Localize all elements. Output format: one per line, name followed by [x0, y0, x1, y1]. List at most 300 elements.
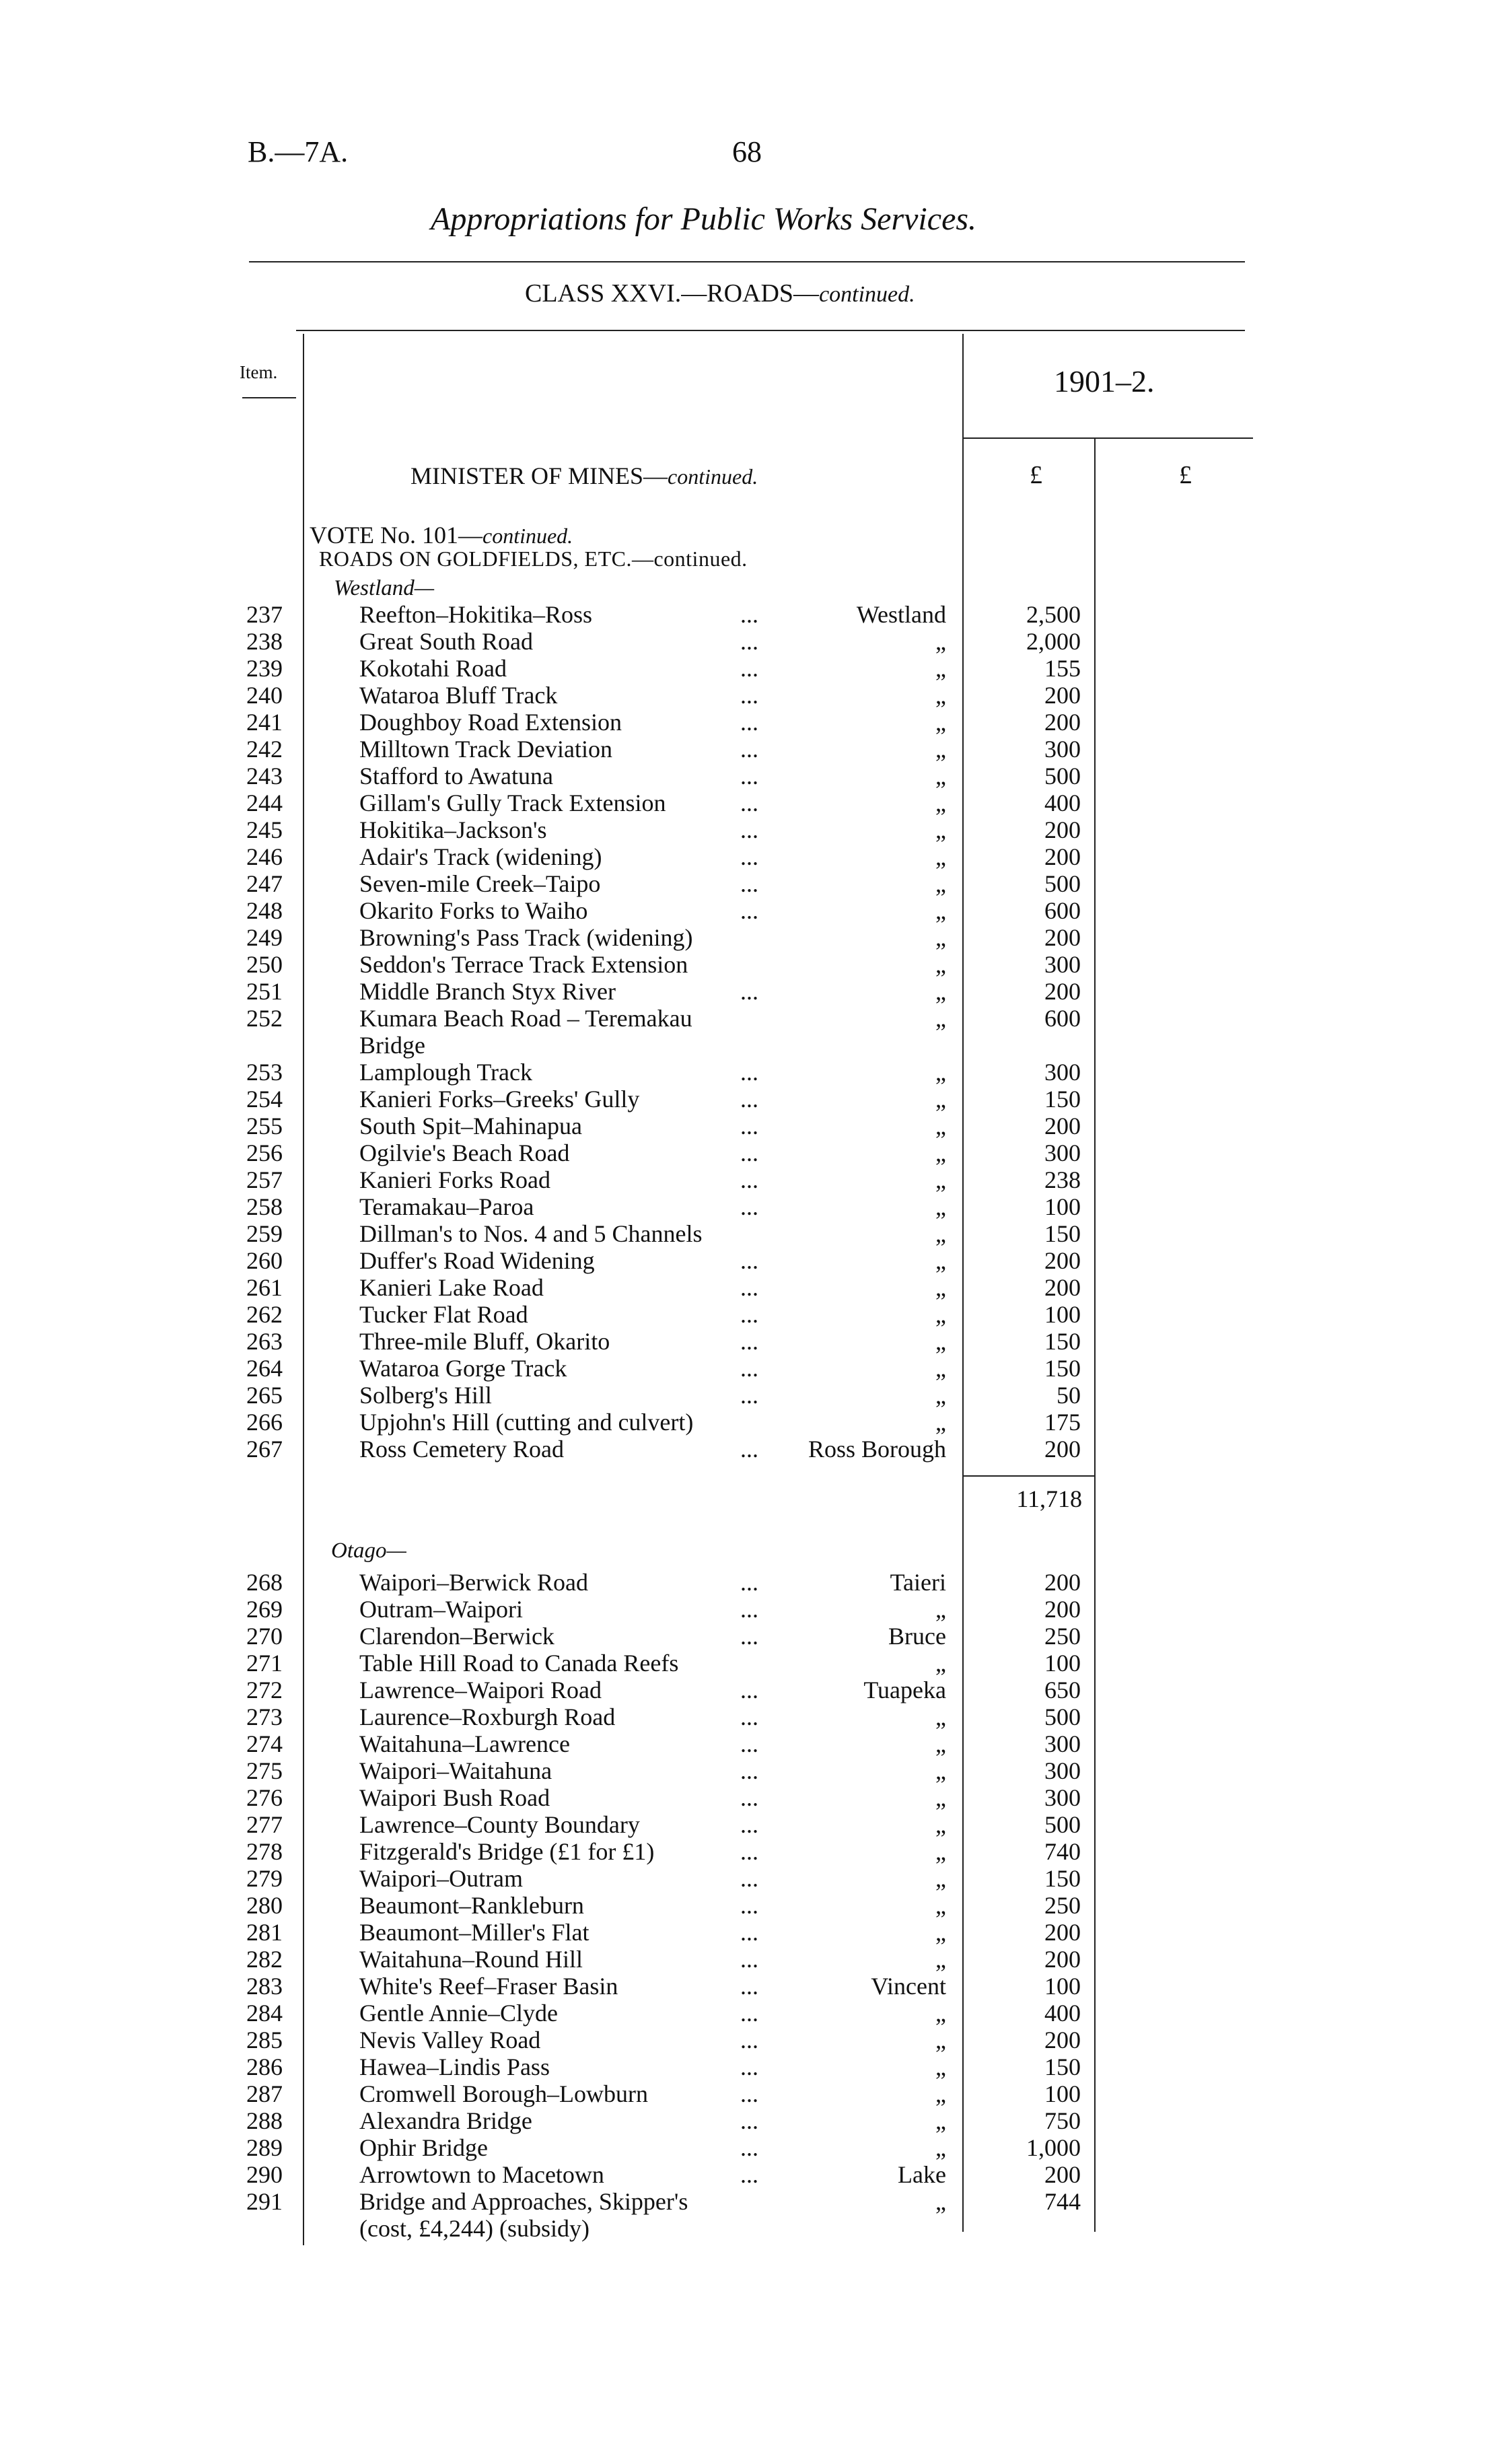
district-name: „	[935, 1355, 946, 1382]
table-row	[0, 1004, 1502, 1031]
amount-value: 200	[1044, 1946, 1081, 1973]
table-row	[0, 1112, 1502, 1139]
road-description: Hawea–Lindis Pass	[359, 2053, 550, 2080]
vote-title-suffix: continued.	[482, 524, 573, 548]
amount-value: 100	[1044, 1650, 1081, 1677]
item-number: 238	[246, 628, 283, 655]
amount-value: 300	[1044, 1784, 1081, 1811]
leader-dots: ...	[740, 1166, 758, 1193]
road-description: Adair's Track (widening)	[359, 843, 602, 870]
item-number: 283	[246, 1973, 283, 2000]
item-number: 265	[246, 1382, 283, 1409]
page-title: Appropriations for Public Works Services.	[431, 201, 977, 237]
amount-value: 100	[1044, 1301, 1081, 1328]
amount-value: 300	[1044, 1139, 1081, 1166]
road-description: Middle Branch Styx River	[359, 978, 616, 1005]
district-name: „	[935, 1247, 946, 1274]
table-row	[0, 1246, 1502, 1273]
district-name: „	[935, 1328, 946, 1355]
item-number: 251	[246, 978, 283, 1005]
table-row	[0, 2160, 1502, 2187]
table-row	[0, 2080, 1502, 2107]
district-name: „	[935, 1919, 946, 1946]
item-number: 248	[246, 897, 283, 924]
district-name: „	[935, 1220, 946, 1247]
item-number: 288	[246, 2107, 283, 2134]
district-name: „	[935, 709, 946, 736]
item-number: 243	[246, 763, 283, 789]
leader-dots: ...	[740, 709, 758, 736]
road-description: Beaumont–Miller's Flat	[359, 1919, 589, 1946]
westland-total: 11,718	[1016, 1485, 1082, 1512]
road-description: Lawrence–Waipori Road	[359, 1677, 602, 1703]
class-title	[525, 279, 915, 308]
district-name: „	[935, 682, 946, 709]
road-description: Bridge	[359, 1032, 425, 1059]
road-description: Nevis Valley Road	[359, 2027, 541, 2053]
leader-dots: ...	[740, 655, 758, 682]
amount-value: 250	[1044, 1623, 1081, 1650]
leader-dots: ...	[740, 816, 758, 843]
district-name: „	[935, 1139, 946, 1166]
amount-value: 400	[1044, 2000, 1081, 2027]
class-title-main: CLASS XXVI.—ROADS—	[525, 279, 820, 308]
district-name: „	[935, 1193, 946, 1220]
amount-value: 300	[1044, 1757, 1081, 1784]
road-description: Beaumont–Rankleburn	[359, 1892, 584, 1919]
table-row	[0, 1139, 1502, 1166]
road-description: Bridge and Approaches, Skipper's	[359, 2188, 688, 2215]
item-number: 272	[246, 1677, 283, 1703]
road-description: Alexandra Bridge	[359, 2107, 532, 2134]
district-name: „	[935, 1382, 946, 1409]
district-name: „	[935, 2027, 946, 2053]
amount-value: 740	[1044, 1838, 1081, 1865]
item-number: 244	[246, 789, 283, 816]
amount-value: 200	[1044, 682, 1081, 709]
table-row	[0, 1058, 1502, 1085]
amount-value: 150	[1044, 1220, 1081, 1247]
district-name: „	[935, 1596, 946, 1623]
amount-value: 750	[1044, 2107, 1081, 2134]
amount-value: 300	[1044, 951, 1081, 978]
table-row	[0, 1327, 1502, 1354]
item-number: 247	[246, 870, 283, 897]
table-row	[0, 1891, 1502, 1918]
leader-dots: ...	[740, 1757, 758, 1784]
road-description: Waipori–Waitahuna	[359, 1757, 552, 1784]
westland-heading: Westland—	[334, 576, 435, 600]
road-description: Gillam's Gully Track Extension	[359, 789, 666, 816]
leader-dots: ...	[740, 870, 758, 897]
leader-dots: ...	[740, 1811, 758, 1838]
pound-header-2: £	[1179, 461, 1192, 489]
item-number: 252	[246, 1005, 283, 1032]
road-description: Gentle Annie–Clyde	[359, 2000, 558, 2027]
leader-dots: ...	[740, 1677, 758, 1703]
table-row	[0, 1381, 1502, 1408]
amount-value: 300	[1044, 736, 1081, 763]
district-name: „	[935, 1086, 946, 1113]
amount-value: 150	[1044, 1086, 1081, 1113]
item-number: 260	[246, 1247, 283, 1274]
table-row	[0, 1354, 1502, 1381]
district-name: Tuapeka	[863, 1677, 946, 1703]
district-name: Bruce	[888, 1623, 946, 1650]
paper-reference: B.—7A.	[248, 135, 349, 168]
amount-value: 200	[1044, 1596, 1081, 1623]
table-row	[0, 1864, 1502, 1891]
leader-dots: ...	[740, 628, 758, 655]
item-number: 276	[246, 1784, 283, 1811]
table-row	[0, 870, 1502, 896]
otago-heading: Otago—	[331, 1539, 406, 1563]
leader-dots: ...	[740, 1596, 758, 1623]
table-row	[0, 896, 1502, 923]
item-header-underline	[242, 397, 296, 398]
road-description: Great South Road	[359, 628, 533, 655]
district-name: Ross Borough	[808, 1436, 946, 1463]
leader-dots: ...	[740, 1784, 758, 1811]
road-description: Solberg's Hill	[359, 1382, 492, 1409]
district-name: „	[935, 843, 946, 870]
road-description: Waipori–Outram	[359, 1865, 524, 1892]
district-name: „	[935, 1811, 946, 1838]
item-number: 284	[246, 2000, 283, 2027]
leader-dots: ...	[740, 1892, 758, 1919]
class-title-suffix: continued.	[819, 282, 915, 307]
minister-title-suffix: continued.	[668, 464, 758, 489]
table-row	[0, 2026, 1502, 2053]
road-description: Duffer's Road Widening	[359, 1247, 595, 1274]
leader-dots: ...	[740, 1919, 758, 1946]
table-row	[0, 1837, 1502, 1864]
road-description: Fitzgerald's Bridge (£1 for £1)	[359, 1838, 655, 1865]
leader-dots: ...	[740, 736, 758, 763]
road-description: Reefton–Hokitika–Ross	[359, 601, 592, 628]
item-number: 278	[246, 1838, 283, 1865]
table-row	[0, 1730, 1502, 1757]
table-row	[0, 1676, 1502, 1703]
road-description: Okarito Forks to Waiho	[359, 897, 588, 924]
item-number: 263	[246, 1328, 283, 1355]
amount-value: 2,000	[1026, 628, 1081, 655]
road-description: Three-mile Bluff, Okarito	[359, 1328, 610, 1355]
year-underline	[964, 437, 1253, 439]
leader-dots: ...	[740, 1730, 758, 1757]
table-row	[0, 2134, 1502, 2160]
leader-dots: ...	[740, 1569, 758, 1596]
table-row	[0, 2107, 1502, 2134]
vote-title-main: VOTE No. 101—	[310, 522, 482, 549]
table-row	[0, 2053, 1502, 2080]
item-number: 280	[246, 1892, 283, 1919]
road-description: Table Hill Road to Canada Reefs	[359, 1650, 679, 1677]
item-number: 237	[246, 601, 283, 628]
road-description: Laurence–Roxburgh Road	[359, 1703, 616, 1730]
leader-dots: ...	[740, 2161, 758, 2188]
amount-value: 200	[1044, 978, 1081, 1005]
table-row	[0, 1810, 1502, 1837]
pound-header-1: £	[1030, 461, 1042, 489]
amount-value: 150	[1044, 2053, 1081, 2080]
district-name: „	[935, 2134, 946, 2161]
district-name: „	[935, 1892, 946, 1919]
amount-value: 175	[1044, 1409, 1081, 1436]
district-name: „	[935, 1784, 946, 1811]
district-name: „	[935, 2188, 946, 2215]
table-row	[0, 735, 1502, 762]
leader-dots: ...	[740, 2107, 758, 2134]
road-description: Lamplough Track	[359, 1059, 532, 1086]
district-name: „	[935, 978, 946, 1005]
item-number: 250	[246, 951, 283, 978]
leader-dots: ...	[740, 2080, 758, 2107]
item-number: 291	[246, 2188, 283, 2215]
item-number: 281	[246, 1919, 283, 1946]
table-row	[0, 1166, 1502, 1193]
leader-dots: ...	[740, 1247, 758, 1274]
road-description: Kanieri Forks–Greeks' Gully	[359, 1086, 640, 1113]
item-number: 268	[246, 1569, 283, 1596]
roads-heading: ROADS ON GOLDFIELDS, ETC.—continued.	[319, 547, 748, 571]
item-number: 254	[246, 1086, 283, 1113]
amount-value: 200	[1044, 1919, 1081, 1946]
item-number: 266	[246, 1409, 283, 1436]
year-column-header: 1901–2.	[1054, 364, 1155, 398]
item-number: 262	[246, 1301, 283, 1328]
amount-value: 200	[1044, 1247, 1081, 1274]
item-number: 264	[246, 1355, 283, 1382]
westland-total-rule	[964, 1475, 1094, 1477]
item-number: 241	[246, 709, 283, 736]
item-number: 253	[246, 1059, 283, 1086]
table-row	[0, 1649, 1502, 1676]
road-description: White's Reef–Fraser Basin	[359, 1973, 618, 2000]
header-rule	[296, 330, 1245, 331]
district-name: „	[935, 1113, 946, 1139]
district-name: „	[935, 763, 946, 789]
vote-title	[310, 521, 573, 549]
amount-value: 2,500	[1026, 601, 1081, 628]
table-row	[0, 977, 1502, 1004]
amount-value: 200	[1044, 2161, 1081, 2188]
district-name: „	[935, 2080, 946, 2107]
item-number: 259	[246, 1220, 283, 1247]
leader-dots: ...	[740, 1946, 758, 1973]
road-description: Hokitika–Jackson's	[359, 816, 547, 843]
leader-dots: ...	[740, 1193, 758, 1220]
road-description: Outram–Waipori	[359, 1596, 524, 1623]
amount-value: 600	[1044, 1005, 1081, 1032]
table-row	[0, 708, 1502, 735]
road-description: Cromwell Borough–Lowburn	[359, 2080, 648, 2107]
table-row	[0, 2187, 1502, 2214]
district-name: „	[935, 1865, 946, 1892]
district-name: „	[935, 1059, 946, 1086]
district-name: „	[935, 897, 946, 924]
district-name: „	[935, 2053, 946, 2080]
table-row	[0, 1568, 1502, 1595]
item-number: 242	[246, 736, 283, 763]
amount-value: 650	[1044, 1677, 1081, 1703]
district-name: „	[935, 789, 946, 816]
table-row	[0, 1193, 1502, 1220]
table-row	[0, 1784, 1502, 1810]
amount-value: 150	[1044, 1328, 1081, 1355]
leader-dots: ...	[740, 1139, 758, 1166]
item-number: 256	[246, 1139, 283, 1166]
table-row	[0, 1300, 1502, 1327]
road-description: Dillman's to Nos. 4 and 5 Channels	[359, 1220, 703, 1247]
amount-value: 100	[1044, 1193, 1081, 1220]
district-name: „	[935, 628, 946, 655]
district-name: Westland	[856, 601, 946, 628]
item-column-header: Item.	[240, 362, 278, 382]
amount-value: 238	[1044, 1166, 1081, 1193]
leader-dots: ...	[740, 1086, 758, 1113]
table-row	[0, 1703, 1502, 1730]
table-row	[0, 923, 1502, 950]
leader-dots: ...	[740, 2027, 758, 2053]
district-name: „	[935, 1730, 946, 1757]
leader-dots: ...	[740, 1328, 758, 1355]
table-row	[0, 1999, 1502, 2026]
item-number: 286	[246, 2053, 283, 2080]
leader-dots: ...	[740, 1113, 758, 1139]
table-row	[0, 681, 1502, 708]
table-row	[0, 1622, 1502, 1649]
district-name: „	[935, 1946, 946, 1973]
item-number: 282	[246, 1946, 283, 1973]
amount-value: 500	[1044, 1703, 1081, 1730]
road-description: Clarendon–Berwick	[359, 1623, 555, 1650]
minister-title	[410, 462, 758, 490]
leader-dots: ...	[740, 1703, 758, 1730]
road-description: Lawrence–County Boundary	[359, 1811, 640, 1838]
road-description: Doughboy Road Extension	[359, 709, 622, 736]
road-description: Waitahuna–Lawrence	[359, 1730, 570, 1757]
leader-dots: ...	[740, 1623, 758, 1650]
item-number: 275	[246, 1757, 283, 1784]
district-name: „	[935, 1650, 946, 1677]
amount-value: 200	[1044, 1436, 1081, 1463]
item-number: 273	[246, 1703, 283, 1730]
table-row	[0, 762, 1502, 789]
leader-dots: ...	[740, 1865, 758, 1892]
leader-dots: ...	[740, 2053, 758, 2080]
item-number: 269	[246, 1596, 283, 1623]
leader-dots: ...	[740, 682, 758, 709]
item-number: 240	[246, 682, 283, 709]
table-row	[0, 2214, 1502, 2241]
district-name: „	[935, 924, 946, 951]
district-name: Taieri	[890, 1569, 946, 1596]
item-number: 287	[246, 2080, 283, 2107]
table-row	[0, 1757, 1502, 1784]
road-description: Teramakau–Paroa	[359, 1193, 534, 1220]
district-name: „	[935, 1005, 946, 1032]
leader-dots: ...	[740, 1355, 758, 1382]
amount-value: 200	[1044, 709, 1081, 736]
table-row	[0, 843, 1502, 870]
item-number: 245	[246, 816, 283, 843]
item-number: 255	[246, 1113, 283, 1139]
leader-dots: ...	[740, 843, 758, 870]
item-number: 267	[246, 1436, 283, 1463]
amount-value: 744	[1044, 2188, 1081, 2215]
district-name: „	[935, 1301, 946, 1328]
leader-dots: ...	[740, 1059, 758, 1086]
road-description: Seven-mile Creek–Taipo	[359, 870, 601, 897]
road-description: Kanieri Forks Road	[359, 1166, 550, 1193]
amount-value: 50	[1057, 1382, 1081, 1409]
district-name: „	[935, 1166, 946, 1193]
leader-dots: ...	[740, 1436, 758, 1463]
leader-dots: ...	[740, 1838, 758, 1865]
road-description: Waipori–Berwick Road	[359, 1569, 589, 1596]
road-description: Upjohn's Hill (cutting and culvert)	[359, 1409, 694, 1436]
district-name: „	[935, 816, 946, 843]
road-description: Ogilvie's Beach Road	[359, 1139, 570, 1166]
road-description: Kanieri Lake Road	[359, 1274, 544, 1301]
item-number: 258	[246, 1193, 283, 1220]
amount-value: 200	[1044, 816, 1081, 843]
table-row	[0, 1945, 1502, 1972]
amount-value: 200	[1044, 2027, 1081, 2053]
amount-value: 500	[1044, 870, 1081, 897]
item-number: 279	[246, 1865, 283, 1892]
road-description: Wataroa Gorge Track	[359, 1355, 567, 1382]
item-number: 261	[246, 1274, 283, 1301]
district-name: „	[935, 951, 946, 978]
district-name: „	[935, 2107, 946, 2134]
district-name: „	[935, 1409, 946, 1436]
road-description: South Spit–Mahinapua	[359, 1113, 582, 1139]
table-row	[0, 627, 1502, 654]
amount-value: 200	[1044, 1569, 1081, 1596]
leader-dots: ...	[740, 763, 758, 789]
item-number: 249	[246, 924, 283, 951]
item-number: 274	[246, 1730, 283, 1757]
district-name: „	[935, 655, 946, 682]
amount-value: 400	[1044, 789, 1081, 816]
road-description: Kumara Beach Road – Teremakau	[359, 1005, 692, 1032]
table-row	[0, 1408, 1502, 1435]
item-number: 270	[246, 1623, 283, 1650]
amount-value: 200	[1044, 924, 1081, 951]
item-number: 277	[246, 1811, 283, 1838]
amount-value: 300	[1044, 1730, 1081, 1757]
table-row	[0, 1918, 1502, 1945]
table-row	[0, 1972, 1502, 1999]
amount-value: 600	[1044, 897, 1081, 924]
leader-dots: ...	[740, 1382, 758, 1409]
road-description: Waipori Bush Road	[359, 1784, 550, 1811]
leader-dots: ...	[740, 789, 758, 816]
amount-value: 500	[1044, 763, 1081, 789]
road-description: Waitahuna–Round Hill	[359, 1946, 583, 1973]
district-name: „	[935, 2000, 946, 2027]
item-number: 271	[246, 1650, 283, 1677]
amount-value: 150	[1044, 1865, 1081, 1892]
district-name: „	[935, 736, 946, 763]
table-row	[0, 950, 1502, 977]
table-row	[0, 1435, 1502, 1462]
table-row	[0, 1595, 1502, 1622]
amount-value: 500	[1044, 1811, 1081, 1838]
amount-value: 200	[1044, 1274, 1081, 1301]
